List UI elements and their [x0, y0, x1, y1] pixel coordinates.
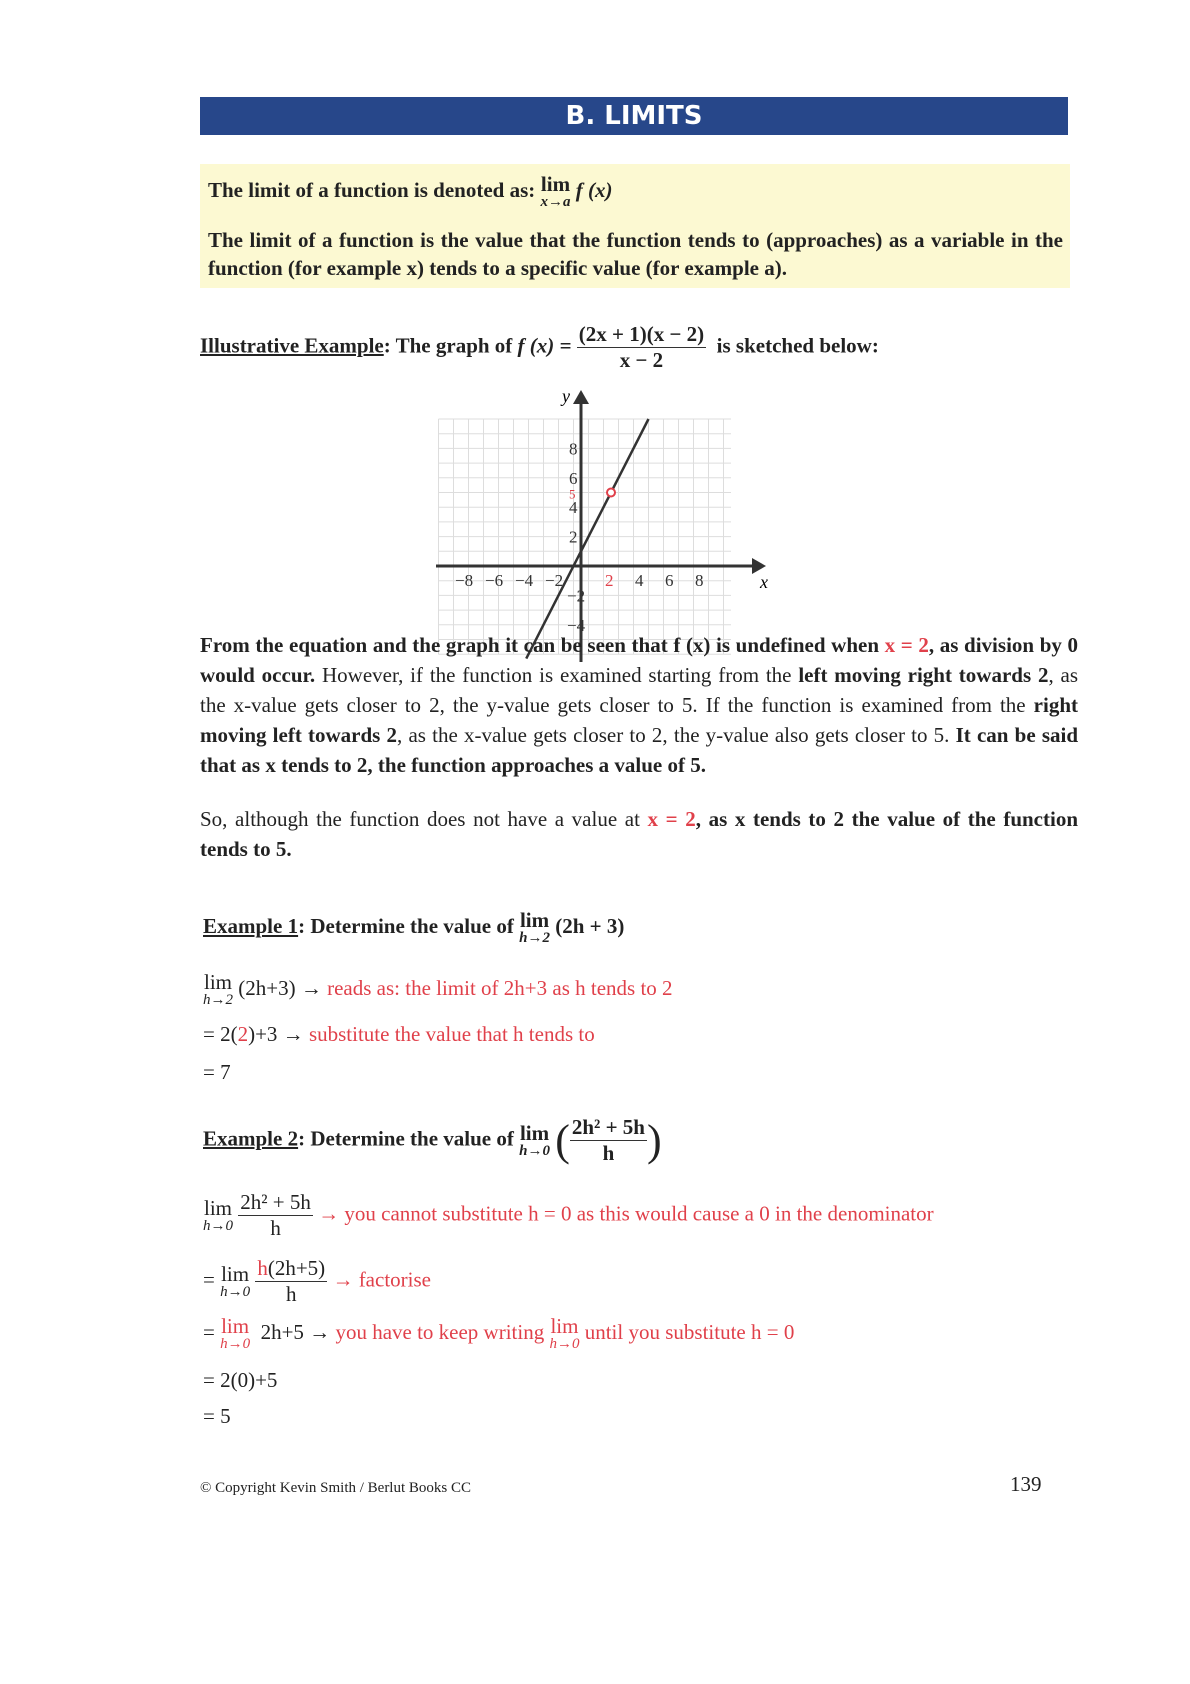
text: , as x tends to 2 the value of the function tends to 5. [200, 807, 1079, 861]
example2-step4: = 2(0)+5 [203, 1368, 278, 1392]
fraction [238, 1190, 313, 1241]
x-tick-label: −4 [515, 571, 534, 590]
lim-notation [220, 1316, 250, 1352]
y-tick-label: 5 [569, 486, 576, 502]
lim-notation [519, 1120, 550, 1159]
function-fraction [577, 322, 706, 373]
definition-notation [208, 174, 613, 210]
y-tick-label: 8 [569, 439, 578, 459]
numerator: 2h² + 5h [571, 1115, 645, 1139]
lim-sub: h→0 [519, 1142, 550, 1159]
expr: = 2( [203, 1022, 238, 1046]
lim-text: lim [519, 1120, 550, 1145]
y-tick-label: −2 [567, 586, 586, 606]
numerator: 2h² + 5h [240, 1190, 311, 1214]
page-number: 139 [1010, 1472, 1042, 1496]
lim-text: lim [221, 1314, 250, 1338]
fraction-denominator: x − 2 [619, 348, 664, 372]
denominator: h [286, 1282, 297, 1306]
note: substitute the value that h tends to [308, 1022, 595, 1046]
summary-paragraph [200, 804, 1078, 864]
lim-notation [549, 1316, 579, 1352]
lim-text: lim [203, 970, 232, 994]
factor: (2h+5) [267, 1256, 326, 1280]
expr: (2h+3) → [238, 975, 322, 1000]
y-tick-label: −4 [567, 615, 586, 635]
lim-notation [203, 1195, 233, 1234]
denominator: h [602, 1141, 615, 1165]
example2-step3 [203, 1316, 794, 1352]
definition-text: The limit of a function is denoted as: [208, 177, 536, 202]
illustrative-text-2: is sketched below: [716, 333, 879, 358]
lim-text: lim [221, 1261, 250, 1286]
text: : Determine the value of [298, 913, 514, 938]
y-axis-label: y [562, 390, 570, 406]
definition-box [200, 164, 1070, 288]
text: , as the x-value gets closer to 2, the y-value also gets closer to 5. [397, 723, 950, 747]
y-axis-arrow-icon [573, 390, 589, 404]
note: you have to keep writing [335, 1319, 545, 1344]
paren: ) [646, 1116, 662, 1165]
note: until you substitute h = 0 [584, 1319, 795, 1344]
expr: )+3 → [248, 1022, 304, 1046]
denominator: h [270, 1216, 281, 1240]
factor: h [257, 1256, 268, 1280]
paren: ( [555, 1116, 570, 1165]
eq: = [203, 1267, 215, 1292]
x-tick-label: 4 [635, 571, 644, 590]
lim-text: lim [203, 1195, 232, 1220]
function-line [526, 419, 648, 659]
illustrative-example [200, 322, 879, 373]
expr: (2h + 3) [555, 913, 625, 938]
lim-text: lim [550, 1314, 579, 1338]
hole-point [607, 489, 615, 497]
text: It can be said that as x tends to 2, the function approaches a value of 5. [200, 723, 1079, 777]
example1-step2 [203, 1022, 595, 1047]
note: → factorise [332, 1267, 431, 1292]
text: left moving right towards 2 [798, 663, 1049, 687]
highlight: x = 2 [647, 807, 696, 831]
fraction-numerator: (2x + 1)(x − 2) [578, 322, 705, 346]
text: right moving left towards 2 [200, 693, 1078, 747]
lim-sub: x→a [540, 194, 571, 210]
example2-step2 [203, 1256, 431, 1307]
lim-sub: h→0 [220, 1283, 251, 1300]
fx-text: f (x) [575, 177, 613, 202]
example2-result: = 5 [203, 1404, 231, 1428]
text: , as the x-value gets closer to 2, the y-value gets closer to 5. If the function is examined from the [200, 663, 1079, 717]
lim-sub: h→2 [203, 992, 233, 1008]
x-tick-label: 8 [695, 571, 704, 590]
y-tick-label: 6 [569, 468, 578, 488]
lim-text: lim [540, 172, 571, 196]
fraction [570, 1115, 647, 1166]
lim-notation [220, 1261, 251, 1300]
expr: 2h+5 → [260, 1319, 331, 1344]
section-header: B. LIMITS [200, 97, 1068, 135]
lim-text: lim [519, 908, 550, 932]
lim-sub: h→0 [203, 1217, 233, 1234]
definition-description: The limit of a function is the value that the function tends to (approaches) as a variable in the function (for example x) tends to a specific value (for example a). [208, 228, 1063, 280]
note: → you cannot substitute h = 0 as this would cause a 0 in the denominator [318, 1201, 934, 1226]
illustrative-text: : The graph of [383, 333, 513, 358]
y-tick-label: 2 [569, 527, 578, 547]
lim-notation [203, 972, 233, 1008]
x-tick-label: −6 [485, 571, 504, 590]
x-tick-label: 2 [605, 571, 614, 590]
explanation-paragraph [200, 630, 1078, 780]
x-tick-label: 6 [665, 571, 674, 590]
highlight: x = 2 [884, 633, 929, 657]
text: : Determine the value of [298, 1126, 514, 1151]
copyright: © Copyright Kevin Smith / Berlut Books CC [200, 1480, 471, 1496]
x-axis-label: x [760, 572, 768, 592]
example1-heading [203, 910, 624, 946]
text: So, although the function does not have a value at [200, 807, 640, 831]
lim-sub: h→0 [549, 1336, 580, 1352]
y-tick-label: 4 [569, 498, 578, 518]
example2-heading [203, 1115, 662, 1166]
x-tick-label: −8 [455, 571, 474, 590]
example1-result: = 7 [203, 1060, 231, 1084]
expr: 2 [237, 1022, 249, 1046]
function-graph [430, 390, 770, 670]
text: From the equation and the graph it can be seen that f (x) is undefined when [200, 633, 880, 657]
lim-sub: h→2 [519, 930, 550, 946]
eq: = [203, 1319, 215, 1344]
function-name: f (x) = [517, 333, 572, 358]
note: reads as: the limit of 2h+3 as h tends to 2 [327, 975, 673, 1000]
example1-step1 [203, 972, 673, 1008]
example2-step1 [203, 1190, 934, 1241]
example2-label: Example 2 [203, 1126, 299, 1151]
text: , as division by 0 would occur. [200, 633, 1079, 687]
x-tick-label: −2 [545, 571, 564, 590]
lim-sub: h→0 [220, 1336, 251, 1352]
illustrative-label: Illustrative Example [200, 333, 384, 358]
example1-label: Example 1 [203, 913, 299, 938]
text: However, if the function is examined starting from the [321, 663, 792, 687]
lim-notation [541, 174, 571, 210]
lim-notation [519, 910, 550, 946]
fraction [255, 1256, 327, 1307]
numerator [255, 1256, 327, 1282]
